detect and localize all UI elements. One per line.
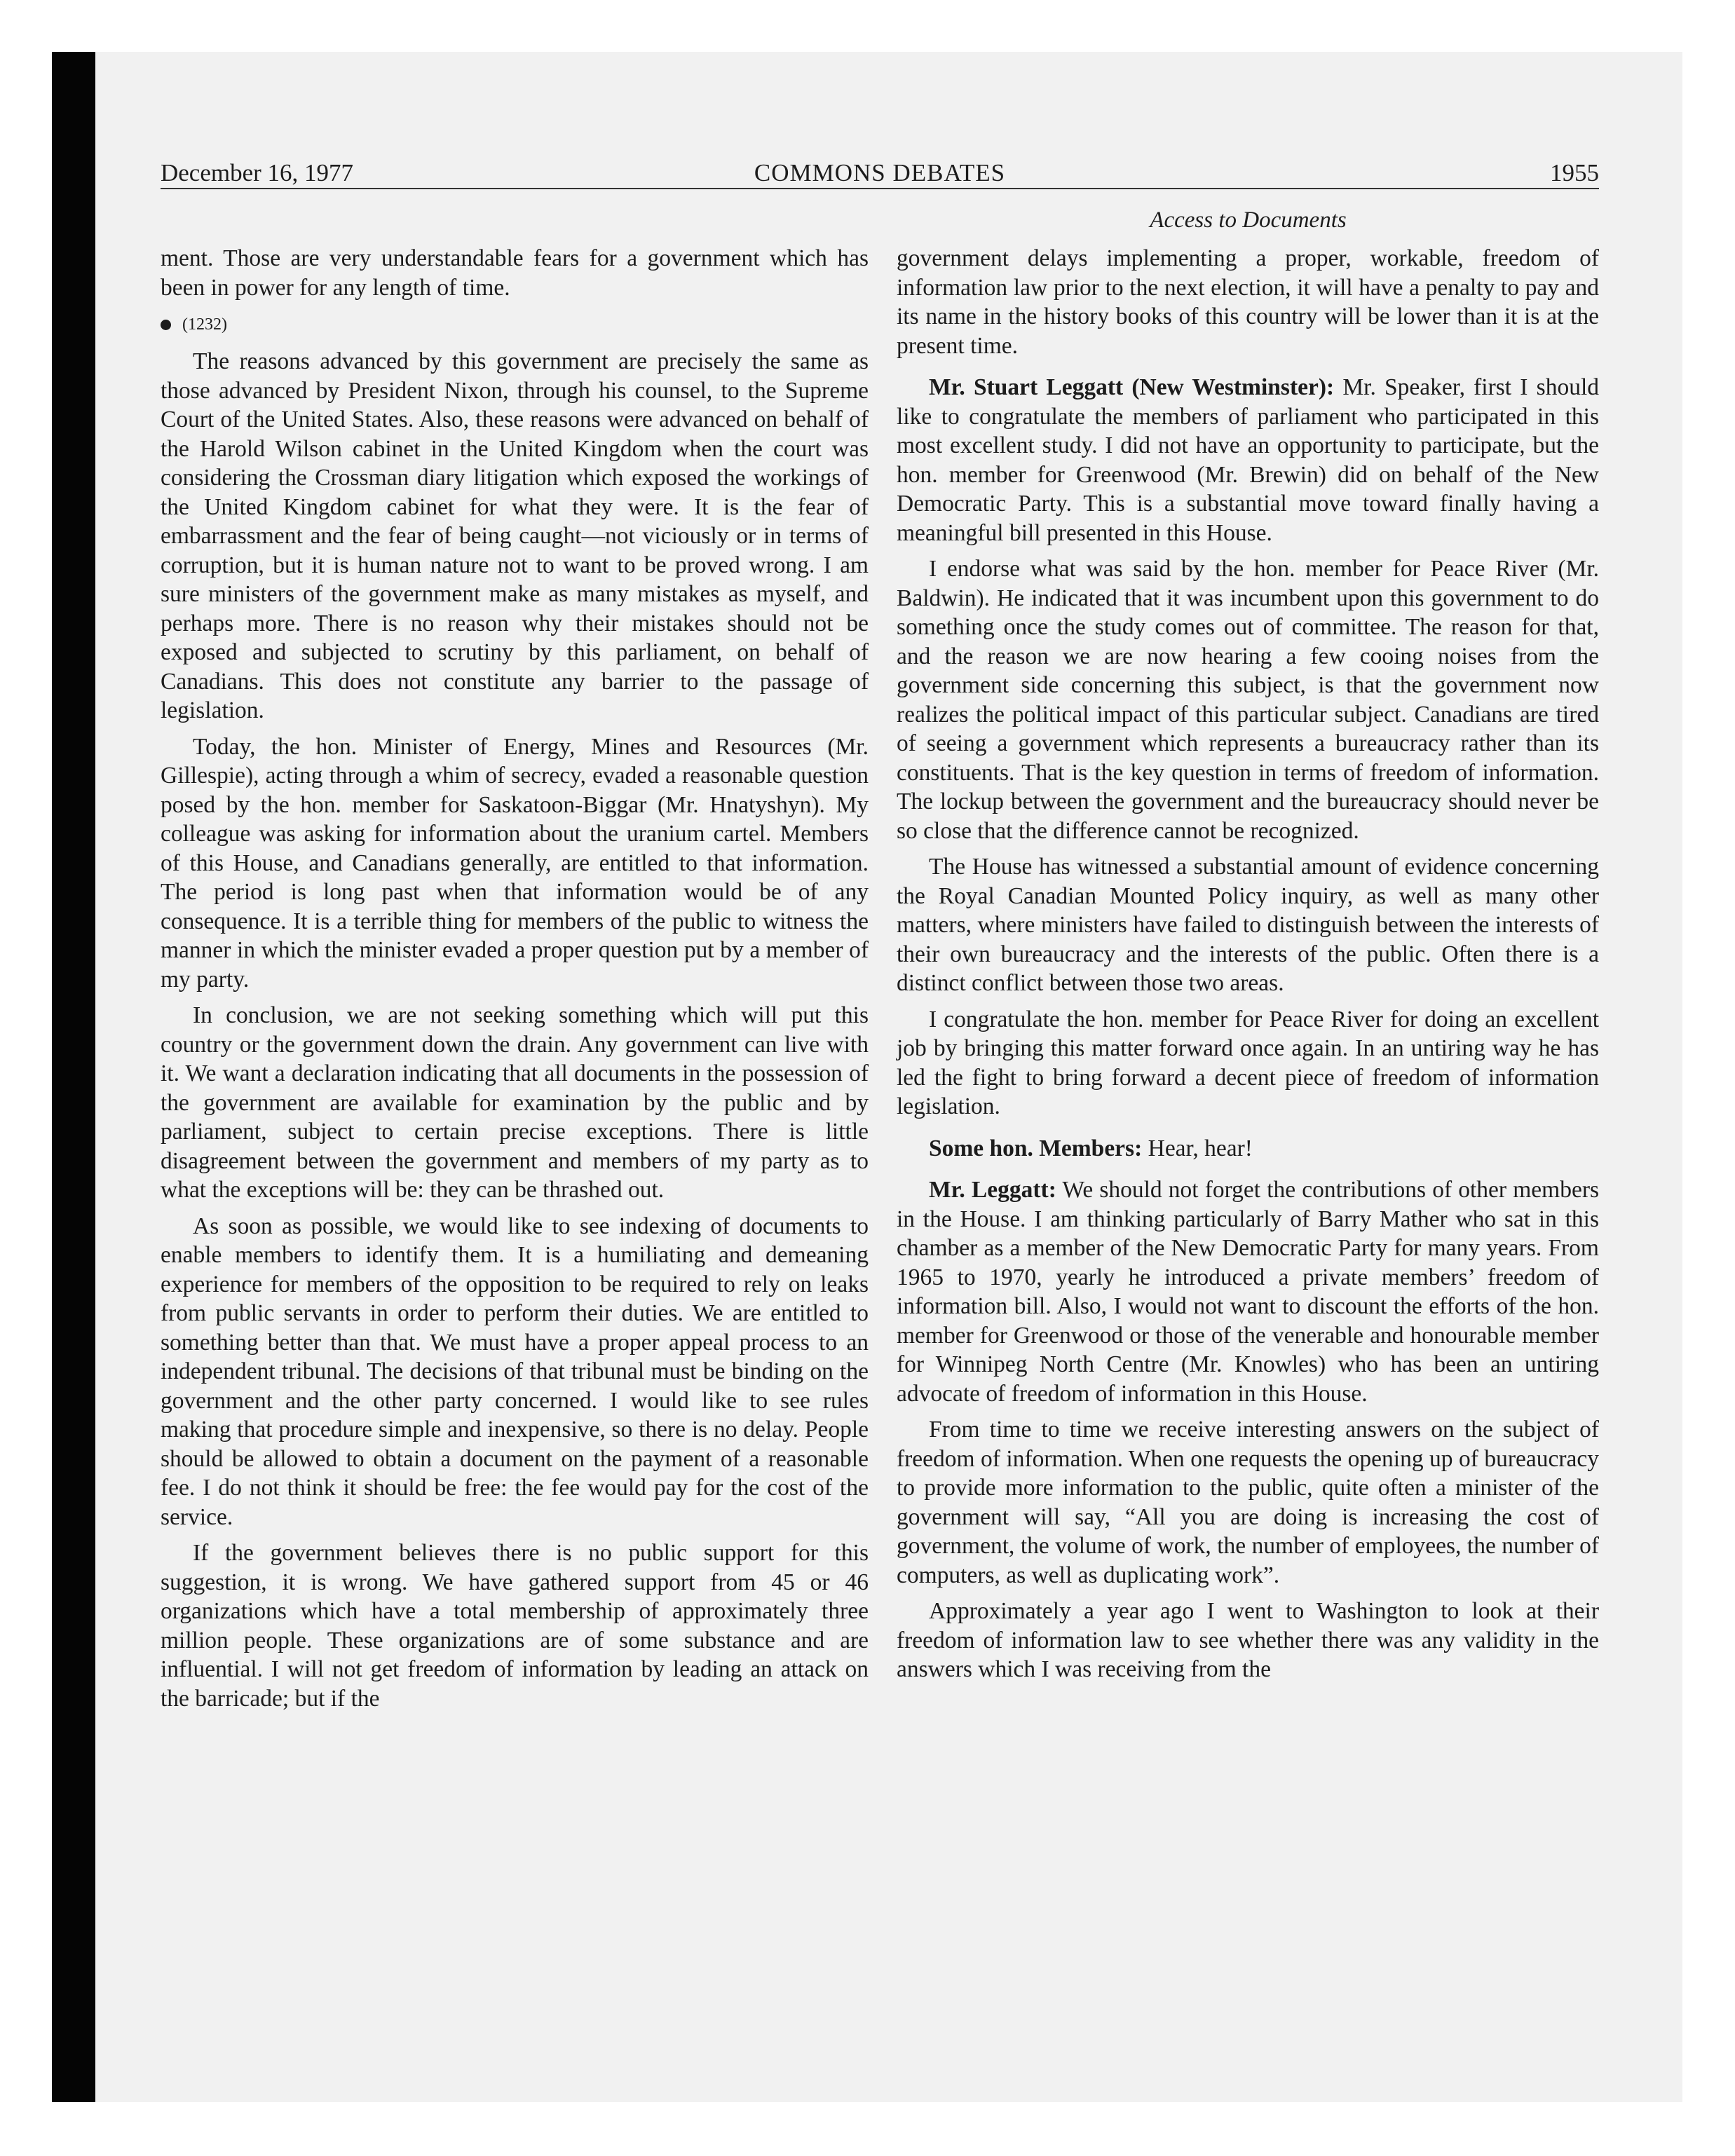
paragraph: As soon as possible, we would like to see indexing of documents to enable members to identify them. It is a humiliating and demeaning experience for members of the opposition to be required to rely on leaks from public servants in order to perform their duties. We are entitled to something better than that. We must have a proper appeal process to an independent tribunal. The decisions of that tribunal must be binding on the government and the other party concerned. I would like to see rules making that procedure simple and inexpensive, so there is no delay. People should be allowed to obtain a document on the payment of a reasonable fee. I do not think it should be free: the fee would pay for the cost of the service. (161, 1213, 869, 1530)
timestamp: (1232) (182, 315, 227, 334)
scan-border (52, 52, 95, 2102)
paragraph: If the government believes there is no public support for this suggestion, it is wrong. We have gathered support from 45 or 46 organizations which have a total membership of approximately three million people. These organizations are of some substance and are influential. I will not get freedom of information by leading an attack on the barricade; but if the (161, 1540, 869, 1712)
paragraph: From time to time we receive interesting answers on the subject of freedom of information. When one requests the opening up of bureaucracy to provide more information to the public, quite often a minister of the government will say, “All you are doing is increasing the cost of government, the volume of work, the number of employees, the number of computers, as well as duplicating work”. (897, 1417, 1599, 1588)
speech-paragraph (897, 1175, 1599, 1408)
header-journal-title: COMMONS DEBATES (754, 159, 1006, 186)
header-page-number: 1955 (1550, 159, 1599, 186)
page-header (161, 156, 1599, 191)
paragraph: The House has witnessed a substantial amount of evidence concerning the Royal Canadian Mounted Policy inquiry, as well as many other matters, where ministers have failed to distinguish between the interests of their own bureaucracy and the interests of the public. Often there is a distinct conflict between those two areas. (897, 854, 1599, 996)
speaker-name: Mr. Stuart Leggatt (New Westminster): (929, 374, 1335, 400)
speech-text: We should not forget the contributions of other members in the House. I am thinking particularly of Barry Mather who sat in this chamber as a member of the New Democratic Party for many years. From 1965 to 1970, yearly he introduced a private members’ freedom of information bill. Also, I would not want to discount the efforts of the hon. member for Greenwood or those of the venerable and honourable member for Winnipeg North Centre (Mr. Knowles) who has been an untiring advocate of freedom of information in this House. (897, 1177, 1600, 1407)
paragraph: The reasons advanced by this government are precisely the same as those advanced by President Nixon, through his counsel, to the Supreme Court of the United States. Also, these reasons were advanced on behalf of the Harold Wilson cabinet in the United Kingdom when the court was considering the Crossman diary litigation which exposed the workings of the United Kingdom cabinet for what they were. It is the fear of embarrassment and the fear of being caught—not viciously or in terms of corruption, but it is human nature not to want to be proved wrong. I am sure ministers of the government make as many mistakes as myself, and perhaps more. There is no reason why their mistakes should not be exposed and subjected to scrutiny by this parliament, on behalf of Canadians. This does not constitute any barrier to the passage of legislation. (161, 348, 869, 723)
speech-text: Hear, hear! (1142, 1135, 1253, 1161)
paragraph: Today, the hon. Minister of Energy, Mines and Resources (Mr. Gillespie), acting through a whim of secrecy, evaded a reasonable question posed by the hon. member for Saskatoon-Biggar (Mr. Hnatyshyn). My colleague was asking for information about the uranium cartel. Members of this House, and Canadians generally, are entitled to that information. The period is long past when that information would be of any consequence. It is a terrible thing for members of the public to witness the manner in which the minister evaded a proper question put by a member of my party. (161, 733, 869, 992)
header-rule (161, 188, 1599, 189)
paragraph: Approximately a year ago I went to Washington to look at their freedom of information law to see whether there was any validity in the answers which I was receiving from the (897, 1598, 1599, 1682)
speaker-name: Mr. Leggatt: (929, 1177, 1056, 1203)
running-head: Access to Documents (1150, 207, 1347, 233)
speaker-name: Some hon. Members: (929, 1135, 1143, 1161)
speech-text: Mr. Speaker, first I should like to congratulate the members of parliament who participated in this most excellent study. I did not have an opportunity to participate, but the hon. member for Greenwood (Mr. Brewin) did on behalf of the New Democratic Party. This is a substantial move toward finally having a meaningful bill presented in this House. (897, 374, 1599, 546)
paragraph: government delays implementing a proper, workable, freedom of information law prior to the next election, it will have a penalty to pay and its name in the history books of this country will be lower than it is at the present time. (897, 245, 1599, 359)
timestamp-marker (161, 311, 869, 339)
header-date: December 16, 1977 (161, 159, 354, 186)
paragraph: In conclusion, we are not seeking something which will put this country or the government down the drain. Any government can live with it. We want a declaration indicating that all documents in the possession of the government are available for examination by the public and by parliament, subject to certain precise exceptions. There is little disagreement between the government and members of my party as to what the exceptions will be: they can be thrashed out. (161, 1002, 869, 1203)
bullet-icon (161, 320, 171, 330)
paragraph: ment. Those are very understandable fears for a government which has been in power for any length of time. (161, 245, 869, 301)
paragraph: I congratulate the hon. member for Peace River for doing an excellent job by bringing this matter forward once again. In an untiring way he has led the fight to bring forward a decent piece of freedom of information legislation. (897, 1006, 1599, 1119)
left-column (161, 244, 869, 1720)
right-column (897, 244, 1599, 1691)
paragraph: I endorse what was said by the hon. member for Peace River (Mr. Baldwin). He indicated that it was incumbent upon this government to do something once the study comes out of committee. The reason for that, and the reason we are now hearing a few cooing noises from the government side concerning this subject, is that the government now realizes the political impact of this particular subject. Canadians are tired of seeing a government which represents a bureaucracy rather than its constituents. That is the key question in terms of freedom of information. The lockup between the government and the bureaucracy should never be so close that the difference cannot be recognized. (897, 556, 1599, 844)
speech-paragraph (897, 373, 1599, 547)
speech-paragraph (897, 1134, 1599, 1164)
